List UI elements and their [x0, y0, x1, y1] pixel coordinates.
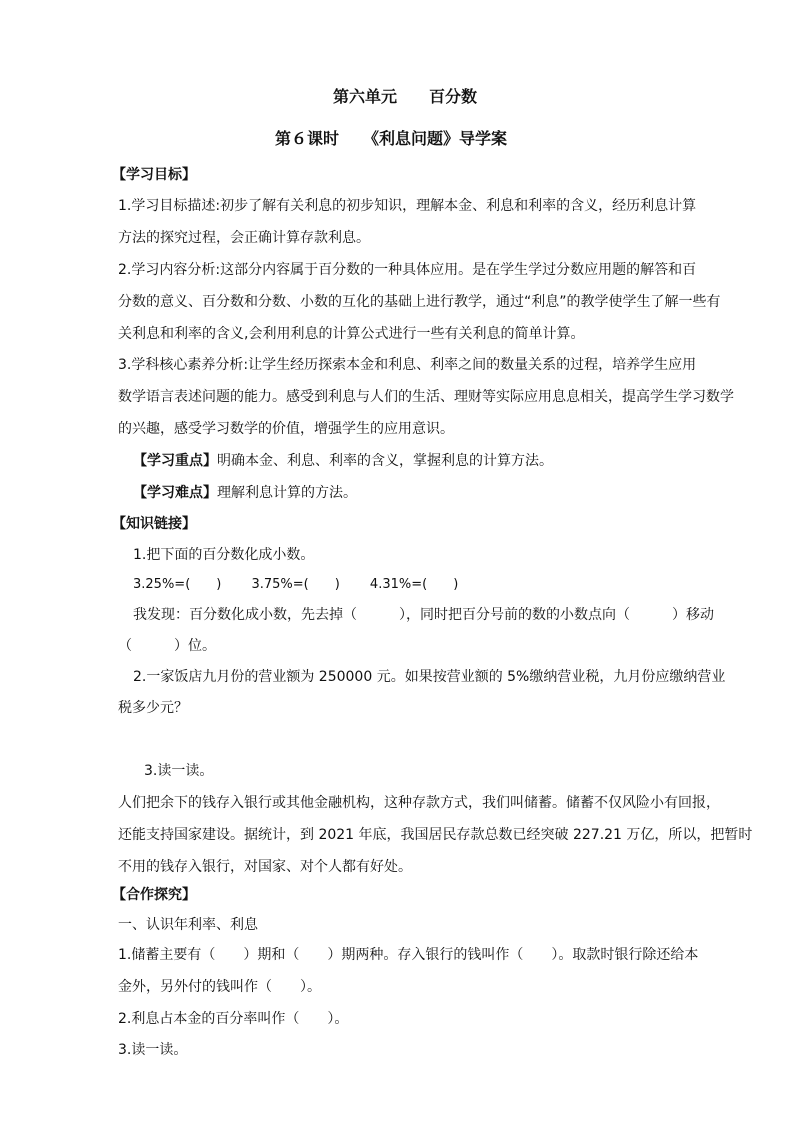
links-q2-line2: 税多少元？ — [118, 700, 188, 716]
explore-item3: 3.读一读。 — [118, 1042, 188, 1058]
difficult-points-label: 【学习难点】 — [133, 485, 217, 501]
links-q1: 1.把下面的百分数化成小数。 — [133, 547, 315, 563]
goals-p2-line3: 关利息和利率的含义,会利用利息的计算公式进行一些有关利息的简单计算。 — [118, 326, 585, 342]
goals-p3-line1: 3.学科核心素养分析:让学生经历探索本金和利息、利率之间的数量关系的过程，培养学生应用 — [118, 357, 697, 373]
links-read-line3: 不用的钱存入银行，对国家、对个人都有好处。 — [118, 859, 412, 875]
goals-p1-line2: 方法的探究过程，会正确计算存款利息。 — [118, 230, 370, 246]
goals-p1-line1: 1.学习目标描述:初步了解有关利息的初步知识，理解本金、利息和利率的含义，经历利息计算 — [118, 198, 697, 214]
links-q2-line1: 2.一家饭店九月份的营业额为 250000 元。如果按营业额的 5%缴纳营业税，九月份应缴纳营业 — [133, 669, 726, 685]
key-points-label: 【学习重点】 — [133, 453, 217, 469]
key-points-text: 明确本金、利息、利率的含义，掌握利息的计算方法。 — [217, 453, 553, 469]
links-q1-items: 3.25%=( ) 3.75%=( ) 4.31%=( ) — [133, 577, 459, 592]
links-read-line1: 人们把余下的钱存入银行或其他金融机构，这种存款方式，我们叫储蓄。储蓄不仅风险小有回报， — [118, 795, 720, 811]
unit-title: 第六单元 百分数 — [333, 87, 478, 106]
explore-subheading-1: 一、认识年利率、利息 — [118, 917, 258, 933]
links-q1-find-line1: 我发现：百分数化成小数，先去掉（ ），同时把百分号前的数的小数点向（ ）移动 — [133, 607, 714, 623]
goals-p3-line2: 数学语言表述问题的能力。感受到利息与人们的生活、理财等实际应用息息相关，提高学生学习数学 — [118, 389, 734, 405]
explore-item1-line1: 1.储蓄主要有（ ）期和（ ）期两种。存入银行的钱叫作（ ）。取款时银行除还给本 — [118, 947, 699, 963]
difficult-points — [133, 484, 357, 502]
explore-item2: 2.利息占本金的百分率叫作（ ）。 — [118, 1011, 349, 1027]
links-heading: 【知识链接】 — [112, 516, 196, 532]
goals-p2-line1: 2.学习内容分析:这部分内容属于百分数的一种具体应用。是在学生学过分数应用题的解答和百 — [118, 262, 697, 278]
difficult-points-text: 理解利息计算的方法。 — [217, 485, 357, 501]
explore-item1-line2: 金外，另外付的钱叫作（ ）。 — [118, 979, 321, 995]
key-points — [133, 452, 553, 470]
links-read-line2: 还能支持国家建设。据统计，到 2021 年底，我国居民存款总数已经突破 227.21 万亿，所以，把暂时 — [118, 827, 753, 843]
goals-p2-line2: 分数的意义、百分数和分数、小数的互化的基础上进行教学，通过“利息”的教学使学生了解一些有 — [118, 294, 721, 310]
goals-heading: 【学习目标】 — [112, 167, 196, 183]
explore-heading: 【合作探究】 — [112, 887, 196, 903]
lesson-title: 第６课时 《利息问题》导学案 — [275, 129, 508, 148]
links-q3: 3.读一读。 — [144, 763, 214, 779]
links-q1-find-line2: （ ）位。 — [118, 638, 216, 654]
goals-p3-line3: 的兴趣，感受学习数学的价值，增强学生的应用意识。 — [118, 421, 454, 437]
